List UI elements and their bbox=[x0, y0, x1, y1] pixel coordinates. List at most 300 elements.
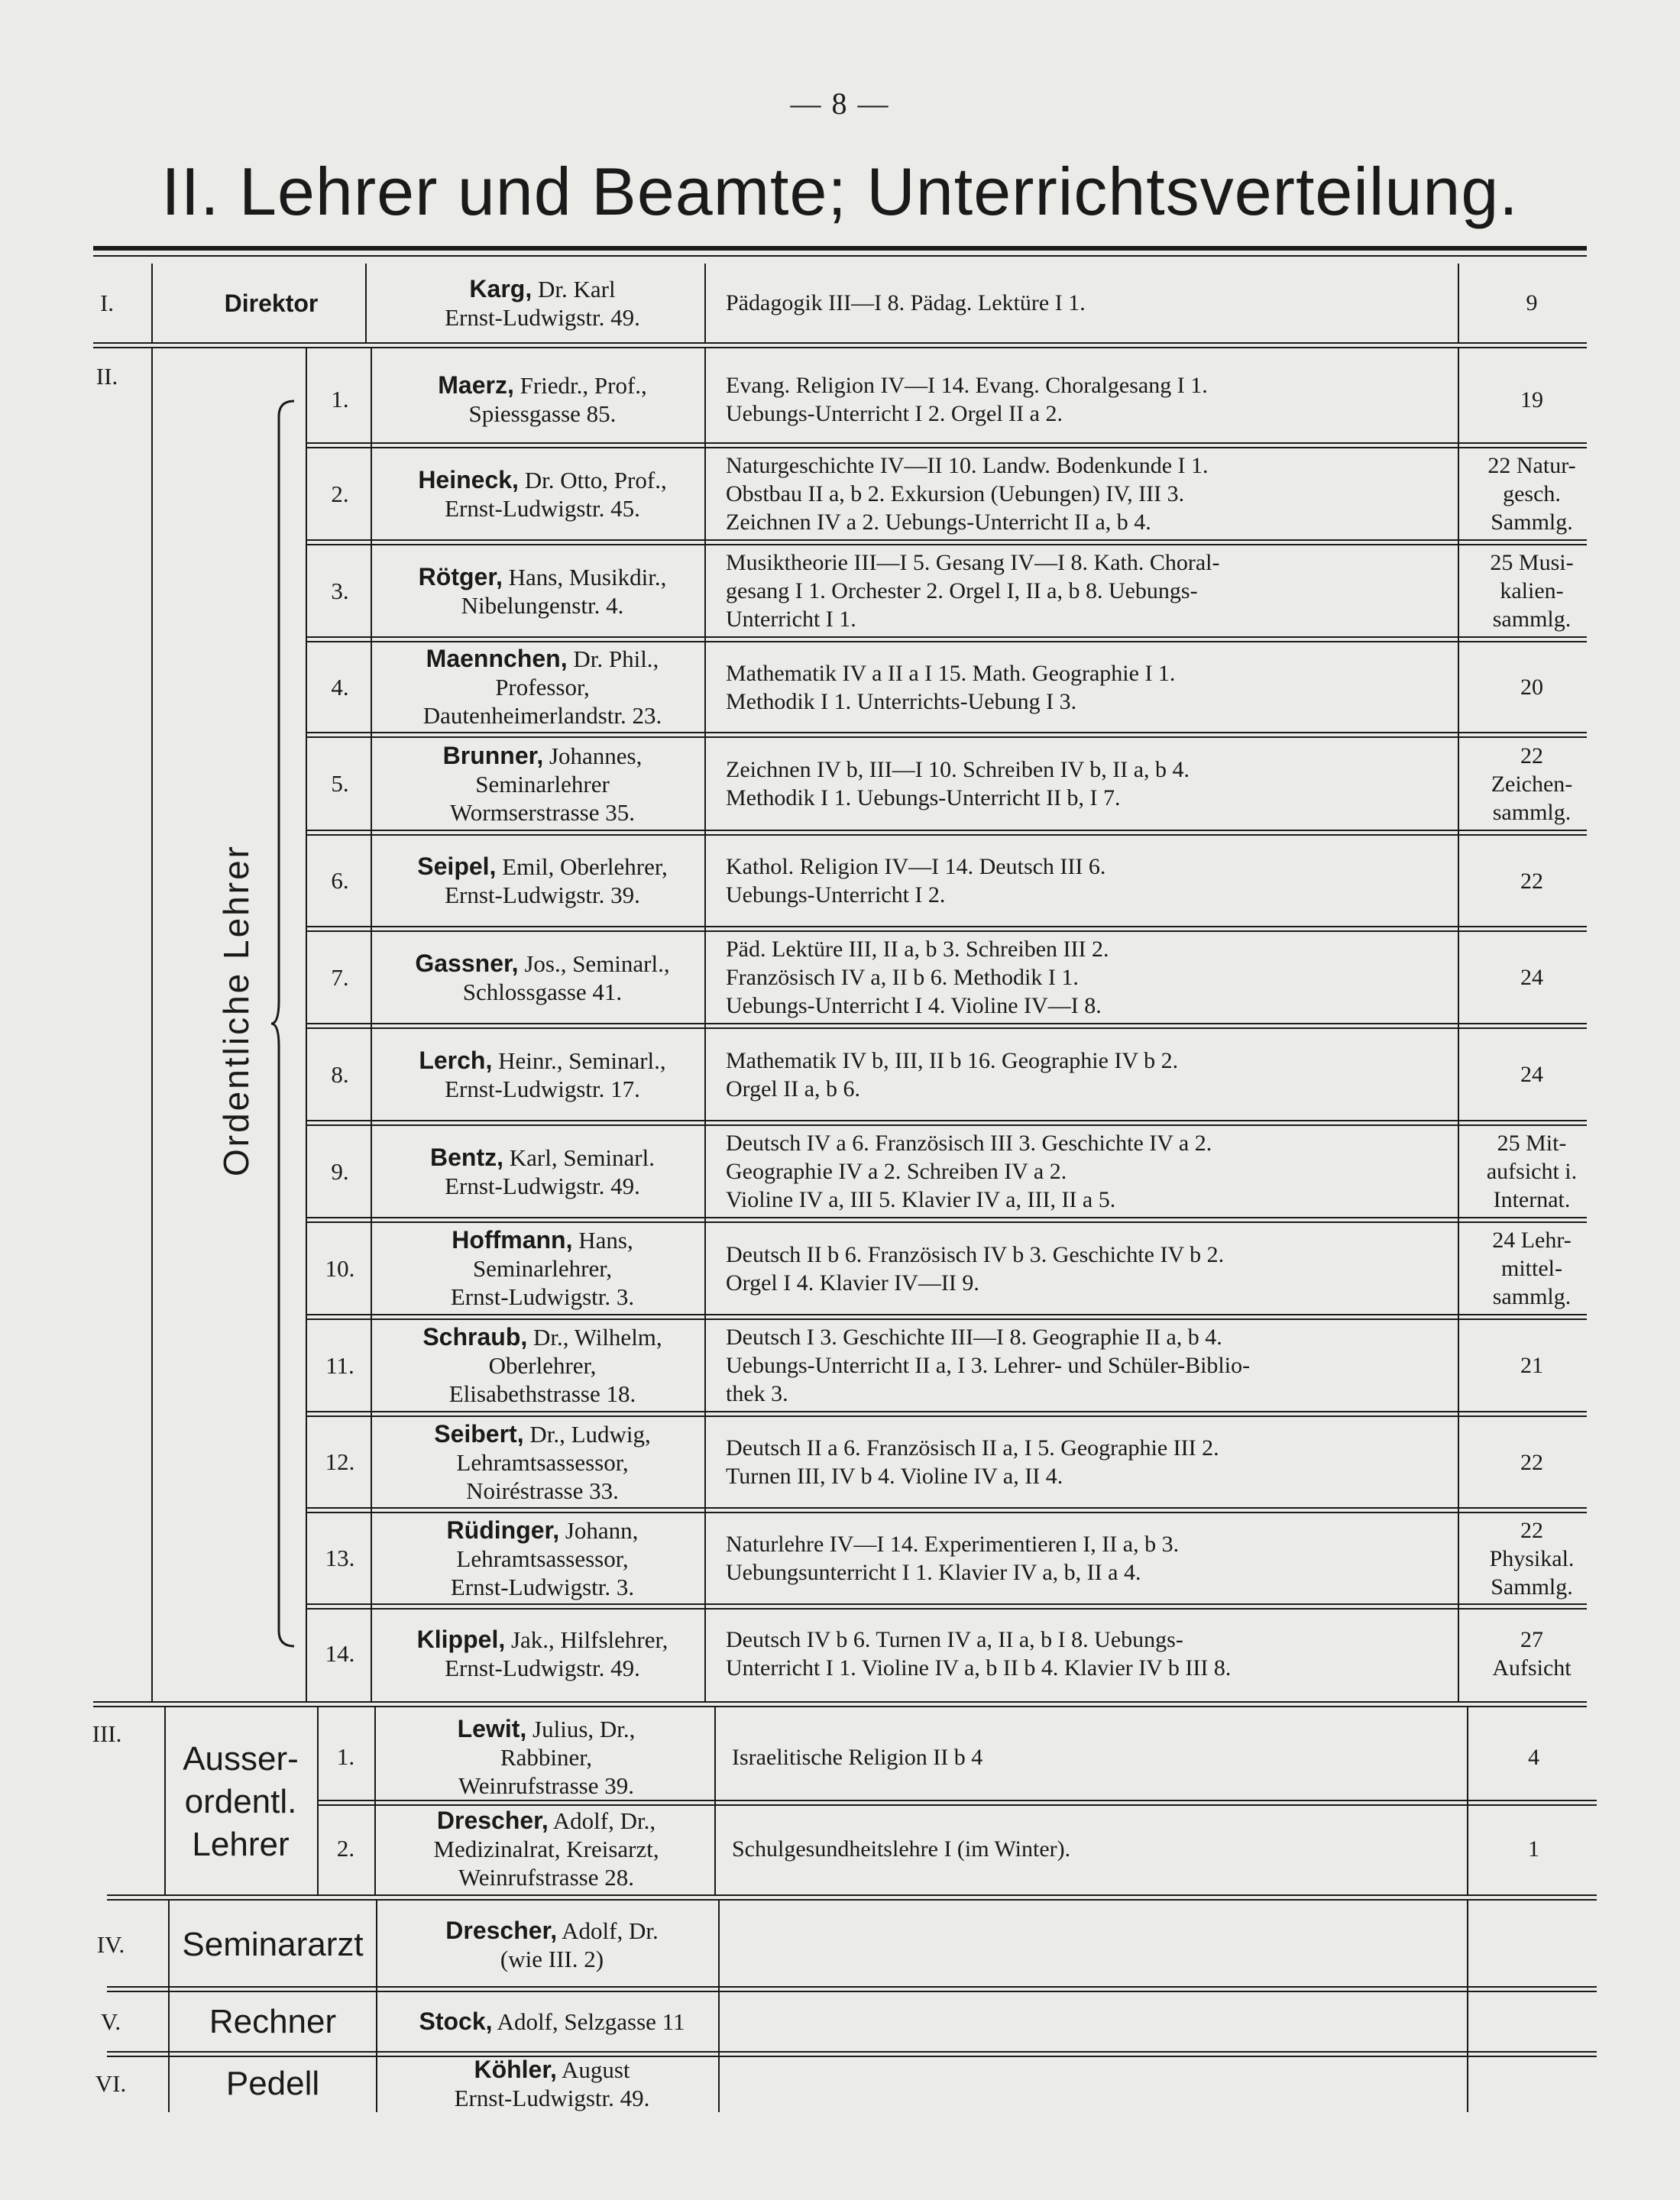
category-label-line: Pedell bbox=[225, 2064, 320, 2102]
row-number-line: 9. bbox=[331, 1157, 349, 1185]
teacher-name-line bbox=[374, 371, 711, 400]
hours-cell-line: 24 bbox=[1520, 965, 1543, 990]
row-divider bbox=[306, 636, 1587, 638]
hours-cell-line: 20 bbox=[1520, 675, 1543, 700]
top-rule-thin bbox=[93, 255, 1587, 257]
hours-cell bbox=[1467, 963, 1597, 992]
teacher-name-line bbox=[382, 1917, 722, 1945]
teacher-name: Rötger, bbox=[418, 562, 503, 590]
teacher-entry bbox=[378, 1715, 714, 1800]
teacher-name-rest: Hans, bbox=[572, 1227, 633, 1254]
roman-numeral bbox=[84, 288, 130, 319]
teacher-address-line: Professor, bbox=[495, 674, 590, 700]
row-divider bbox=[306, 447, 1587, 448]
hours-cell-line: 22 bbox=[1520, 868, 1543, 894]
row-number bbox=[309, 1060, 371, 1089]
subjects-cell-line: Deutsch IV a 6. Französisch III 3. Geschichte IV a 2. bbox=[726, 1131, 1212, 1156]
hours-cell-line: Physikal. bbox=[1489, 1545, 1575, 1571]
teacher-address-line: Ernst-Ludwigstr. 17. bbox=[445, 1075, 640, 1102]
category-label bbox=[170, 2003, 376, 2041]
row-number-line: 10. bbox=[325, 1254, 355, 1282]
subjects-cell-line: Zeichnen IV b, III—I 10. Schreiben IV b, II a, b 4. bbox=[726, 757, 1190, 782]
row-number bbox=[309, 1639, 371, 1668]
teacher-name: Stock, bbox=[419, 2007, 493, 2035]
subjects-cell-line: Pädagogik III—I 8. Pädag. Lektüre I 1. bbox=[726, 290, 1086, 315]
teacher-address-line: Medizinalrat, Kreisarzt, bbox=[433, 1835, 659, 1862]
teacher-name-rest: Johannes, bbox=[543, 742, 643, 769]
teacher-name-rest: Dr., Ludwig, bbox=[523, 1420, 651, 1448]
teacher-address-line: Ernst-Ludwigstr. 49. bbox=[454, 2084, 650, 2111]
subjects-cell-line: gesang I 1. Orchester 2. Orgel I, II a, b 8. Uebungs- bbox=[726, 578, 1198, 603]
teacher-address-line: Ernst-Ludwigstr. 39. bbox=[445, 882, 640, 908]
subjects-cell-line: Deutsch I 3. Geschichte III—I 8. Geographie II a, b 4. bbox=[726, 1325, 1222, 1350]
category-label-line: Seminararzt bbox=[182, 1926, 364, 1963]
subjects-cell-line: Methodik I 1. Uebungs-Unterricht II b, I 7. bbox=[726, 785, 1121, 810]
teacher-address-line: Nibelungenstr. 4. bbox=[461, 591, 624, 619]
hours-cell bbox=[1467, 1351, 1597, 1380]
row-number-line: 11. bbox=[325, 1351, 354, 1379]
teacher-name-rest: Adolf, Selzgasse 11 bbox=[492, 2008, 685, 2035]
hours-cell-line: 19 bbox=[1520, 387, 1543, 412]
top-rule bbox=[93, 246, 1587, 251]
row-divider bbox=[93, 1701, 1587, 1703]
row-number bbox=[317, 1742, 374, 1771]
hours-cell bbox=[1467, 289, 1597, 318]
subjects-cell bbox=[726, 371, 1459, 428]
row-number bbox=[309, 1254, 371, 1283]
subjects-cell-line: Geographie IV a 2. Schreiben IV a 2. bbox=[726, 1159, 1067, 1184]
column-divider bbox=[168, 1899, 170, 1986]
hours-cell bbox=[1467, 1626, 1597, 1682]
category-label bbox=[170, 1926, 376, 1964]
subjects-cell-line: Uebungs-Unterricht I 2. bbox=[726, 882, 946, 907]
subjects-cell-line: Musiktheorie III—I 5. Gesang IV—I 8. Kath. Choral- bbox=[726, 550, 1220, 575]
hours-cell-line: aufsicht i. bbox=[1486, 1159, 1578, 1184]
teacher-name: Brunner, bbox=[442, 741, 544, 769]
column-divider bbox=[168, 2050, 170, 2112]
teacher-name-rest: Jak., Hilfslehrer, bbox=[505, 1626, 668, 1653]
row-divider bbox=[107, 1899, 1597, 1901]
hours-cell bbox=[1467, 1060, 1597, 1089]
teacher-name: Karg, bbox=[469, 274, 532, 302]
subjects-cell-line: Orgel II a, b 6. bbox=[726, 1076, 861, 1102]
teacher-name: Maennchen, bbox=[426, 645, 568, 672]
teacher-name: Heineck, bbox=[418, 465, 519, 493]
page-title: II. Lehrer und Beamte; Unterrichtsverteilung. bbox=[161, 154, 1519, 229]
subjects-cell-line: Päd. Lektüre III, II a, b 3. Schreiben III 2. bbox=[726, 937, 1109, 962]
row-divider bbox=[317, 1800, 1597, 1801]
teacher-address-line: Lehramtsassessor, bbox=[456, 1545, 629, 1572]
teacher-name-rest: Jos., Seminarl., bbox=[518, 950, 670, 977]
hours-cell-line: mittel- bbox=[1501, 1256, 1562, 1281]
teacher-address-line: Ernst-Ludwigstr. 3. bbox=[450, 1283, 635, 1310]
row-divider bbox=[306, 830, 1587, 831]
row-number bbox=[309, 1448, 371, 1477]
subjects-cell bbox=[726, 1434, 1459, 1490]
row-divider bbox=[306, 641, 1587, 642]
teacher-name-line bbox=[374, 645, 711, 673]
column-divider bbox=[1467, 2050, 1468, 2112]
hours-cell-line: 22 bbox=[1520, 1517, 1543, 1543]
teacher-name: Schraub, bbox=[422, 1323, 528, 1351]
row-divider bbox=[306, 736, 1587, 738]
row-divider bbox=[306, 1217, 1587, 1218]
subjects-cell-line: Kathol. Religion IV—I 14. Deutsch III 6. bbox=[726, 854, 1106, 879]
teacher-address-line: Rabbiner, bbox=[500, 1743, 593, 1771]
teacher-entry bbox=[374, 852, 711, 909]
row-number-line: 2. bbox=[336, 1835, 355, 1862]
subjects-cell-line: Deutsch II a 6. Französisch II a, I 5. Geographie III 2. bbox=[726, 1435, 1219, 1461]
row-number bbox=[309, 673, 371, 702]
row-number-line: 13. bbox=[325, 1545, 355, 1571]
hours-cell-line: 24 bbox=[1520, 1062, 1543, 1087]
teacher-name-rest: Friedr., Prof., bbox=[513, 372, 647, 399]
hours-cell-line: Sammlg. bbox=[1491, 510, 1573, 535]
row-divider bbox=[306, 1124, 1587, 1126]
row-divider bbox=[306, 732, 1587, 733]
category-line: Ausser- bbox=[183, 1740, 299, 1778]
teacher-entry bbox=[374, 742, 711, 827]
teacher-name-line bbox=[374, 1420, 711, 1448]
teacher-name: Klippel, bbox=[416, 1626, 506, 1653]
row-number-line: 2. bbox=[331, 480, 349, 507]
row-divider bbox=[306, 1608, 1587, 1610]
column-divider bbox=[704, 264, 706, 342]
teacher-address-line: Lehramtsassessor, bbox=[456, 1448, 629, 1476]
subjects-cell-line: Methodik I 1. Unterrichts-Uebung I 3. bbox=[726, 688, 1077, 714]
hours-cell bbox=[1467, 742, 1597, 827]
teacher-address-line: Oberlehrer, bbox=[488, 1352, 597, 1379]
subjects-cell-line: Turnen III, IV b 4. Violine IV a, II 4. bbox=[726, 1464, 1063, 1489]
teacher-name-rest: Hans, Musikdir., bbox=[502, 563, 667, 590]
teacher-name-rest: Emil, Oberlehrer, bbox=[496, 853, 668, 880]
row-divider bbox=[306, 1221, 1587, 1223]
teacher-name-rest: Heinr., Seminarl., bbox=[492, 1047, 666, 1074]
row-divider bbox=[306, 1318, 1587, 1320]
subjects-cell-line: Violine IV a, III 5. Klavier IV a, III, II a 5. bbox=[726, 1187, 1116, 1212]
group-label: Ordentliche Lehrer bbox=[216, 844, 256, 1176]
row-divider bbox=[306, 1507, 1587, 1509]
hours-cell bbox=[1467, 1226, 1597, 1311]
roman-numeral-line: VI. bbox=[95, 2069, 127, 2097]
hours-cell bbox=[1467, 1129, 1597, 1214]
column-divider bbox=[376, 1899, 377, 1986]
teacher-address-line: Weinrufstrasse 39. bbox=[458, 1771, 634, 1799]
roman-numeral bbox=[80, 1930, 141, 1960]
hours-cell bbox=[1471, 1743, 1597, 1771]
roman-numeral-line: IV. bbox=[96, 1931, 125, 1958]
roman-numeral bbox=[80, 2069, 141, 2099]
teacher-name-line bbox=[374, 563, 711, 591]
teacher-address-line: Elisabethstrasse 18. bbox=[448, 1380, 636, 1407]
teacher-entry bbox=[374, 950, 711, 1006]
hours-cell-line: 1 bbox=[1528, 1836, 1539, 1862]
teacher-name-line bbox=[374, 742, 711, 770]
teacher-address-line: Seminarlehrer bbox=[475, 770, 610, 798]
teacher-address-line: Ernst-Ludwigstr. 49. bbox=[445, 303, 640, 331]
teacher-entry bbox=[374, 371, 711, 428]
teacher-address-line: Ernst-Ludwigstr. 49. bbox=[445, 1172, 640, 1199]
teacher-name-rest: Julius, Dr., bbox=[526, 1715, 636, 1742]
teacher-name-line bbox=[374, 275, 711, 303]
teacher-name-rest: Dr. Karl bbox=[532, 275, 616, 302]
row-divider bbox=[306, 1027, 1587, 1029]
teacher-entry bbox=[374, 1323, 711, 1408]
hours-cell-line: Internat. bbox=[1493, 1187, 1571, 1212]
teacher-name: Lewit, bbox=[457, 1714, 527, 1742]
teacher-name: Lerch, bbox=[419, 1046, 493, 1074]
subjects-cell-line: Schulgesundheitslehre I (im Winter). bbox=[732, 1836, 1071, 1862]
subjects-cell-line: Unterricht I 1. bbox=[726, 607, 856, 632]
row-divider bbox=[306, 1411, 1587, 1412]
teacher-name: Drescher, bbox=[436, 1806, 549, 1834]
row-divider bbox=[306, 1603, 1587, 1605]
teacher-entry bbox=[378, 1807, 714, 1891]
teacher-name-rest: Dr. Otto, Prof., bbox=[518, 466, 667, 493]
column-divider bbox=[151, 347, 153, 1701]
teacher-entry bbox=[374, 1047, 711, 1103]
subjects-cell-line: Unterricht I 1. Violine IV a, b II b 4. Klavier IV b III 8. bbox=[726, 1655, 1232, 1681]
hours-cell-line: sammlg. bbox=[1492, 607, 1572, 632]
teacher-entry bbox=[374, 466, 711, 522]
hours-cell-line: sammlg. bbox=[1492, 1284, 1572, 1309]
hours-cell bbox=[1467, 1448, 1597, 1477]
roman-numeral-line: III. bbox=[92, 1720, 122, 1747]
teacher-name-line bbox=[374, 1323, 711, 1351]
subjects-cell bbox=[726, 1129, 1459, 1214]
row-number-line: 14. bbox=[325, 1640, 355, 1667]
row-number-line: 6. bbox=[331, 867, 349, 894]
category-label-line: Direktor bbox=[224, 289, 319, 317]
hours-cell-line: kalien- bbox=[1500, 578, 1564, 603]
category-label bbox=[170, 2065, 376, 2103]
teacher-name-rest: Dr., Wilhelm, bbox=[527, 1324, 662, 1351]
subjects-cell-line: Israelitische Religion II b 4 bbox=[732, 1744, 983, 1770]
subjects-cell bbox=[726, 1530, 1459, 1587]
subjects-cell bbox=[726, 1047, 1459, 1103]
teacher-name: Rüdinger, bbox=[446, 1516, 560, 1544]
category-line: Lehrer bbox=[192, 1826, 290, 1863]
teacher-entry bbox=[374, 275, 711, 332]
row-number-line: 4. bbox=[331, 673, 349, 700]
row-divider bbox=[306, 1512, 1587, 1513]
column-divider bbox=[365, 264, 367, 342]
hours-cell-line: Sammlg. bbox=[1491, 1574, 1573, 1600]
roman-numeral-line: I. bbox=[99, 289, 115, 316]
teacher-address-line: Ernst-Ludwigstr. 49. bbox=[445, 1655, 640, 1681]
hours-cell-line: sammlg. bbox=[1492, 799, 1572, 825]
category-label bbox=[164, 1738, 317, 1866]
teacher-address-line: Seminarlehrer, bbox=[472, 1255, 613, 1282]
row-number bbox=[309, 480, 371, 509]
column-divider bbox=[1467, 1988, 1468, 2051]
row-number bbox=[309, 769, 371, 798]
subjects-cell-line: Zeichnen IV a 2. Uebungs-Unterricht II a, b 4. bbox=[726, 510, 1151, 535]
row-number bbox=[309, 577, 371, 606]
teacher-name-rest: Adolf, Dr., bbox=[548, 1807, 656, 1834]
teacher-entry bbox=[374, 563, 711, 620]
hours-cell bbox=[1467, 1516, 1597, 1601]
row-number bbox=[309, 866, 371, 895]
teacher-name-line bbox=[378, 1715, 714, 1743]
column-divider bbox=[376, 1988, 377, 2051]
subjects-cell bbox=[726, 548, 1459, 633]
teacher-entry bbox=[374, 1420, 711, 1505]
teacher-name-rest: Karl, Seminarl. bbox=[503, 1144, 655, 1171]
teacher-name-rest: August bbox=[556, 2056, 630, 2083]
hours-cell-line: 9 bbox=[1526, 290, 1538, 315]
subjects-cell bbox=[726, 1626, 1459, 1682]
subjects-cell bbox=[726, 1241, 1459, 1297]
subjects-cell bbox=[726, 852, 1459, 909]
roman-numeral bbox=[80, 361, 134, 392]
brace-path bbox=[271, 401, 294, 1646]
teacher-entry bbox=[374, 1144, 711, 1200]
row-divider bbox=[107, 1986, 1597, 1988]
teacher-name-line bbox=[374, 852, 711, 881]
column-divider bbox=[718, 1988, 720, 2051]
row-divider bbox=[306, 1415, 1587, 1417]
row-number bbox=[309, 1157, 371, 1186]
row-number bbox=[309, 1351, 371, 1380]
hours-cell bbox=[1467, 451, 1597, 536]
hours-cell-line: 25 Musi- bbox=[1490, 550, 1574, 575]
row-divider bbox=[107, 2056, 1597, 2057]
roman-numeral-line: V. bbox=[100, 2007, 121, 2035]
hours-cell-line: 25 Mit- bbox=[1497, 1131, 1567, 1156]
subjects-cell-line: Deutsch IV b 6. Turnen IV a, II a, b I 8. Uebungs- bbox=[726, 1627, 1183, 1652]
row-number bbox=[309, 385, 371, 414]
teacher-name-line bbox=[374, 950, 711, 978]
column-divider bbox=[151, 264, 153, 342]
row-divider bbox=[93, 342, 1587, 344]
subjects-cell-line: Obstbau II a, b 2. Exkursion (Uebungen) IV, III 3. bbox=[726, 481, 1185, 506]
column-divider bbox=[1467, 1899, 1468, 1986]
subjects-cell-line: Naturlehre IV—I 14. Experimentieren I, II a, b 3. bbox=[726, 1532, 1180, 1557]
teacher-name: Drescher, bbox=[445, 1917, 558, 1944]
teacher-name-line bbox=[374, 1626, 711, 1654]
teacher-name-line bbox=[382, 2007, 722, 2036]
subjects-cell bbox=[732, 1835, 1458, 1863]
row-number-line: 8. bbox=[331, 1060, 349, 1088]
teacher-name-rest: Dr. Phil., bbox=[567, 645, 659, 672]
subjects-cell-line: Französisch IV a, II b 6. Methodik I 1. bbox=[726, 965, 1079, 990]
row-number-line: 7. bbox=[331, 963, 349, 991]
subjects-cell bbox=[726, 451, 1459, 536]
row-number-line: 1. bbox=[336, 1743, 355, 1770]
teacher-address-line: Schlossgasse 41. bbox=[462, 978, 623, 1005]
subjects-cell-line: Uebungsunterricht I 1. Klavier IV a, b, II a 4. bbox=[726, 1560, 1141, 1585]
column-divider bbox=[164, 1706, 166, 1894]
hours-cell-line: gesch. bbox=[1503, 481, 1561, 506]
teacher-name-line bbox=[374, 1516, 711, 1545]
subjects-cell-line: thek 3. bbox=[726, 1381, 788, 1406]
row-divider bbox=[306, 539, 1587, 541]
row-divider bbox=[107, 1991, 1597, 1992]
row-divider bbox=[306, 930, 1587, 932]
teacher-name: Köhler, bbox=[474, 2055, 557, 2083]
teacher-entry bbox=[382, 2056, 722, 2112]
teacher-entry bbox=[374, 1226, 711, 1311]
row-divider bbox=[306, 442, 1587, 444]
teacher-entry bbox=[374, 645, 711, 730]
row-number bbox=[309, 1544, 371, 1573]
hours-cell-line: 22 bbox=[1520, 742, 1543, 768]
row-number-line: 3. bbox=[331, 577, 349, 604]
row-number bbox=[309, 963, 371, 992]
teacher-address-line: Dautenheimerlandstr. 23. bbox=[422, 702, 662, 729]
row-divider bbox=[306, 1023, 1587, 1024]
roman-numeral-line: II. bbox=[95, 363, 118, 390]
subjects-cell-line: Orgel I 4. Klavier IV—II 9. bbox=[726, 1270, 979, 1296]
row-divider bbox=[93, 347, 1587, 348]
row-divider bbox=[306, 834, 1587, 836]
subjects-cell-line: Deutsch II b 6. Französisch IV b 3. Geschichte IV b 2. bbox=[726, 1241, 1225, 1267]
teacher-address-line: Ernst-Ludwigstr. 45. bbox=[445, 494, 640, 522]
row-divider bbox=[107, 2051, 1597, 2053]
teacher-address-line: Spiessgasse 85. bbox=[468, 400, 617, 427]
teacher-name: Seibert, bbox=[434, 1419, 524, 1448]
row-number-line: 1. bbox=[331, 386, 349, 412]
row-divider bbox=[306, 926, 1587, 927]
hours-cell bbox=[1467, 867, 1597, 895]
teacher-name-line bbox=[382, 2056, 722, 2084]
hours-cell-line: Zeichen- bbox=[1491, 771, 1573, 797]
hours-cell-line: 4 bbox=[1528, 1744, 1539, 1770]
page-number: — 8 — bbox=[790, 86, 890, 121]
subjects-cell-line: Mathematik IV b, III, II b 16. Geographie IV b 2. bbox=[726, 1047, 1179, 1073]
teacher-name-line bbox=[374, 466, 711, 494]
teacher-address-line: Wormserstrasse 35. bbox=[449, 798, 635, 826]
subjects-cell-line: Uebungs-Unterricht I 4. Violine IV—I 8. bbox=[726, 993, 1102, 1018]
category-line: ordentl. bbox=[184, 1783, 297, 1820]
row-number-line: 5. bbox=[331, 770, 349, 797]
column-divider bbox=[376, 2050, 377, 2112]
teacher-entry bbox=[374, 1516, 711, 1601]
column-divider bbox=[718, 1899, 720, 1986]
group-brace bbox=[271, 397, 302, 1650]
teacher-name-rest: Johann, bbox=[559, 1516, 639, 1544]
hours-cell-line: 21 bbox=[1520, 1353, 1543, 1378]
subjects-cell bbox=[726, 1323, 1459, 1408]
teacher-name-line bbox=[378, 1807, 714, 1835]
roman-numeral bbox=[80, 1719, 134, 1749]
category-label bbox=[183, 288, 359, 319]
row-number-line: 12. bbox=[325, 1448, 355, 1475]
subjects-cell-line: Uebungs-Unterricht I 2. Orgel II a 2. bbox=[726, 401, 1063, 426]
teacher-name-rest: Adolf, Dr. bbox=[557, 1917, 659, 1944]
teacher-entry bbox=[382, 1917, 722, 1973]
subjects-cell bbox=[732, 1743, 1458, 1771]
hours-cell bbox=[1471, 1835, 1597, 1863]
teacher-address-line: Weinrufstrasse 28. bbox=[458, 1863, 634, 1891]
subjects-cell-line: Evang. Religion IV—I 14. Evang. Choralgesang I 1. bbox=[726, 373, 1208, 398]
hours-cell-line: 27 bbox=[1520, 1627, 1543, 1652]
hours-cell-line: 24 Lehr- bbox=[1492, 1228, 1572, 1253]
teacher-name-line bbox=[374, 1226, 711, 1254]
hours-cell-line: 22 Natur- bbox=[1487, 453, 1576, 478]
row-divider bbox=[306, 1314, 1587, 1315]
teacher-address-line: Noiréstrasse 33. bbox=[466, 1477, 619, 1504]
subjects-cell bbox=[726, 935, 1459, 1020]
subjects-cell-line: Uebungs-Unterricht II a, I 3. Lehrer- und Schüler-Biblio- bbox=[726, 1353, 1251, 1378]
teacher-name-line bbox=[374, 1144, 711, 1172]
hours-cell-line: 22 bbox=[1520, 1449, 1543, 1475]
teacher-address-line: Ernst-Ludwigstr. 3. bbox=[450, 1573, 635, 1600]
teacher-name: Bentz, bbox=[429, 1143, 503, 1171]
row-number bbox=[317, 1834, 374, 1863]
teacher-entry bbox=[374, 1626, 711, 1682]
